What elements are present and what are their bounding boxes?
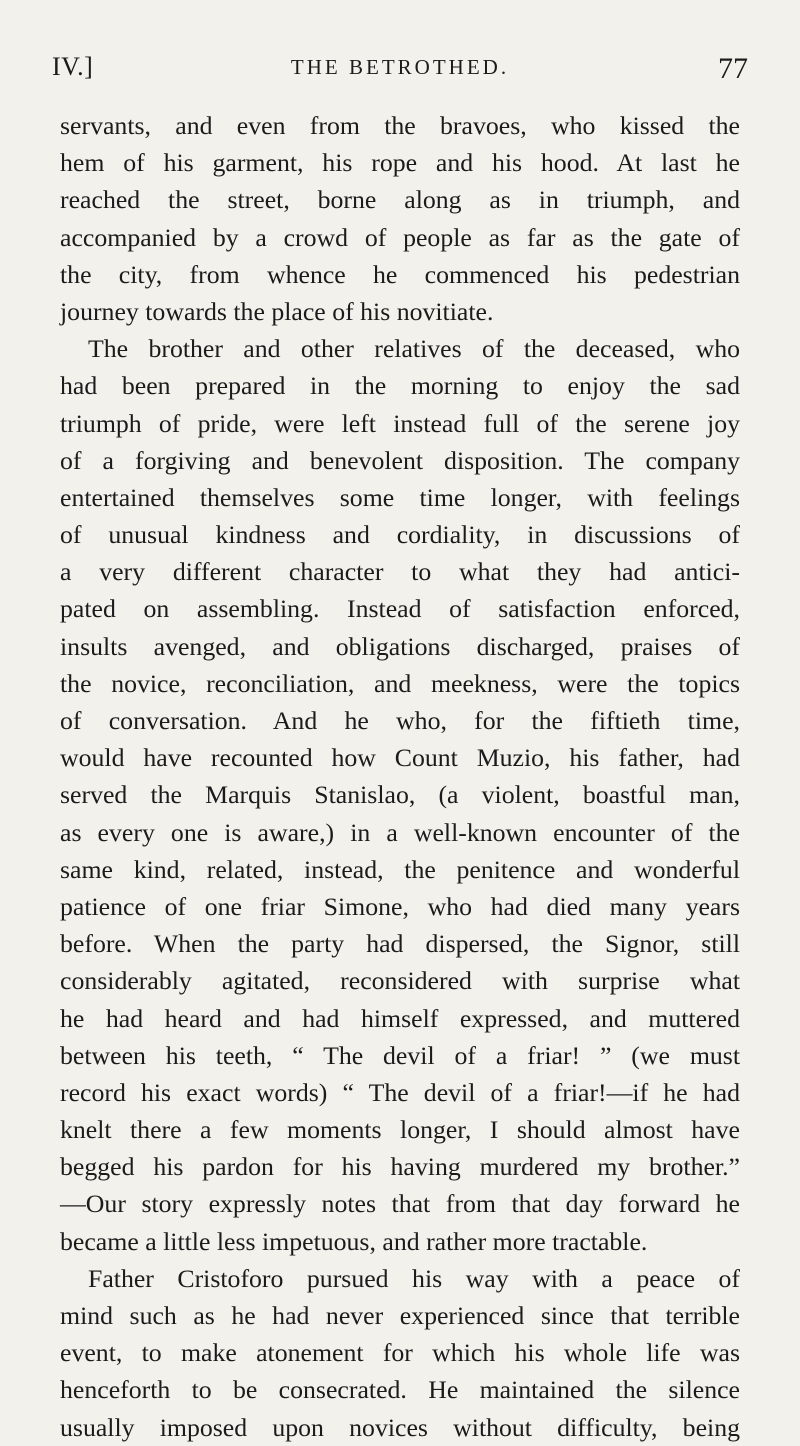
text-line: became a little less impetuous, and rather more tractable. bbox=[60, 1226, 648, 1256]
text-line: the novice, reconciliation, and meekness, were the topics bbox=[60, 668, 740, 698]
text-line: event, to make atonement for which his whole life was bbox=[60, 1338, 740, 1368]
text-line: usually imposed upon novices without difficulty, being bbox=[60, 1412, 740, 1442]
running-head bbox=[52, 52, 748, 84]
text-line: entertained themselves some time longer, with feelings bbox=[60, 482, 740, 512]
text-line: accompanied by a crowd of people as far as the gate of bbox=[60, 222, 740, 252]
text-line: record his exact words) “ The devil of a friar!—if he had bbox=[60, 1077, 740, 1107]
text-line: as every one is aware,) in a well-known encounter of the bbox=[60, 817, 740, 847]
text-line: servants, and even from the bravoes, who kissed the bbox=[60, 111, 740, 140]
text-line: of a forgiving and benevolent disposition. The company bbox=[60, 445, 740, 475]
text-line: insults avenged, and obligations discharged, praises of bbox=[60, 631, 740, 661]
text-line: would have recounted how Count Muzio, his father, had bbox=[60, 743, 740, 773]
text-line: before. When the party had dispersed, the Signor, still bbox=[60, 929, 740, 959]
text-line: journey towards the place of his novitiate. bbox=[60, 296, 494, 326]
body-text bbox=[60, 107, 740, 1446]
text-line: considerably agitated, reconsidered with surprise what bbox=[60, 966, 740, 996]
text-line: the city, from whence he commenced his pedestrian bbox=[60, 259, 740, 289]
page-number: 77 bbox=[718, 52, 748, 85]
text-line: reached the street, borne along as in triumph, and bbox=[60, 185, 740, 215]
text-line: served the Marquis Stanislao, (a violent, boastful man, bbox=[60, 780, 740, 810]
chapter-marker: IV.] bbox=[52, 52, 94, 81]
running-title: THE BETROTHED. bbox=[290, 55, 510, 79]
text-line: of conversation. And he who, for the fiftieth time, bbox=[60, 706, 740, 735]
text-line: a very different character to what they had antici- bbox=[60, 557, 740, 587]
text-line: henceforth to be consecrated. He maintained the silence bbox=[60, 1375, 740, 1405]
text-line: patience of one friar Simone, who had died many years bbox=[60, 891, 740, 921]
text-line: The brother and other relatives of the deceased, who bbox=[88, 334, 740, 364]
text-line: between his teeth, “ The devil of a friar! ” (we must bbox=[60, 1040, 740, 1070]
text-line: triumph of pride, were left instead full of the serene joy bbox=[60, 408, 740, 438]
text-line: had been prepared in the morning to enjoy the sad bbox=[60, 371, 740, 401]
text-line: knelt there a few moments longer, I should almost have bbox=[60, 1115, 740, 1145]
text-line: of unusual kindness and cordiality, in discussions of bbox=[60, 520, 740, 550]
text-line: hem of his garment, his rope and his hood. At last he bbox=[60, 148, 740, 178]
text-line: begged his pardon for his having murdered my brother.” bbox=[60, 1152, 740, 1182]
text-line: Father Cristoforo pursued his way with a peace of bbox=[88, 1263, 740, 1293]
text-line: he had heard and had himself expressed, and muttered bbox=[60, 1003, 740, 1033]
text-line: mind such as he had never experienced since that terrible bbox=[60, 1301, 740, 1330]
text-line: pated on assembling. Instead of satisfaction enforced, bbox=[60, 594, 740, 624]
text-line: same kind, related, instead, the penitence and wonderful bbox=[60, 854, 740, 884]
text-line: —Our story expressly notes that from that day forward he bbox=[60, 1189, 740, 1219]
